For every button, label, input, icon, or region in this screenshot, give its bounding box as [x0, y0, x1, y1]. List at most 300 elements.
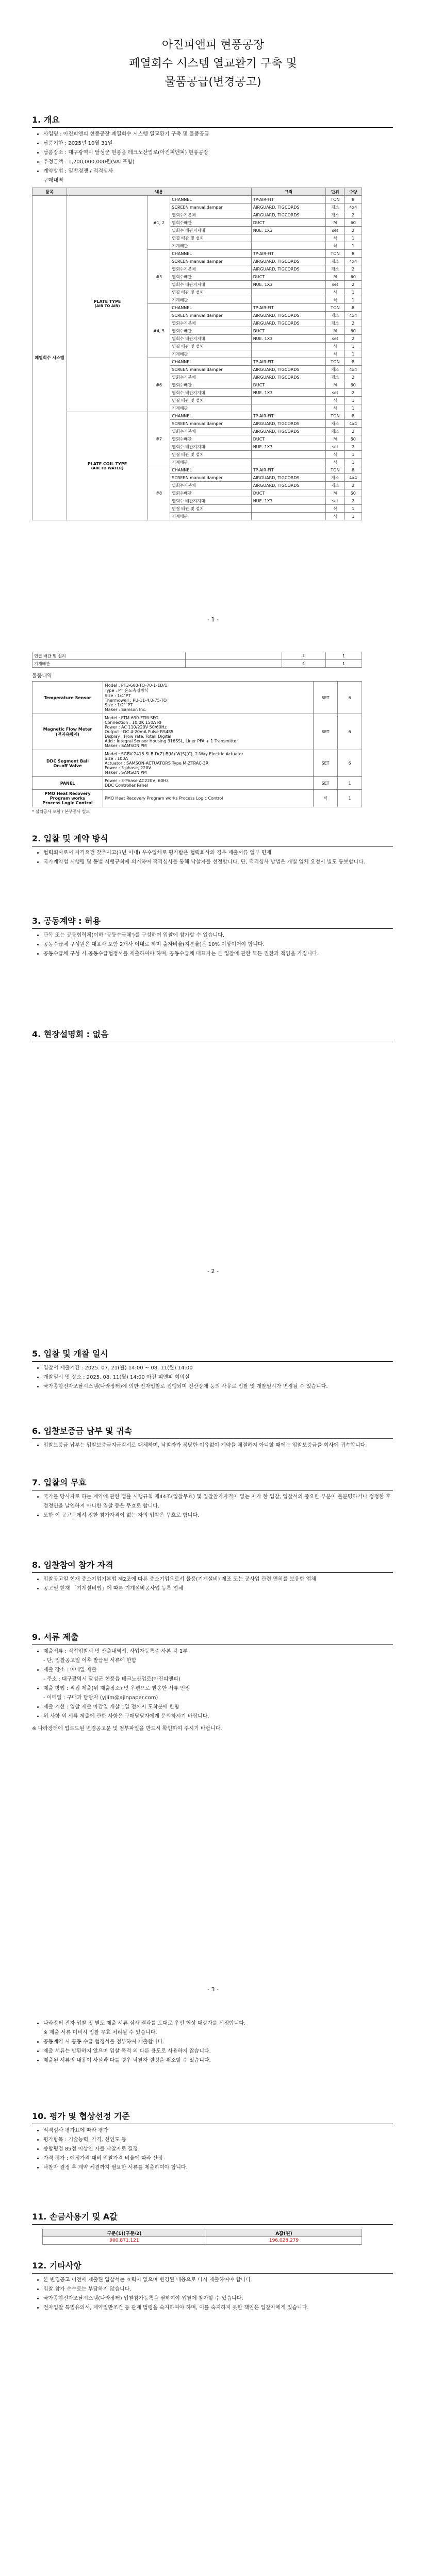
table-cell: set [326, 227, 345, 234]
table-cell: Model : PT3-600-TO-70-1-1D/1 Type : PT 온도측정방식 Size : 1/4"PT Thermowell : PU-11-4.0-75-TO Size : 1/2""PT Maker : Samson Inc. [103, 682, 314, 714]
table-cell: 1 [345, 289, 362, 296]
list-item: • 국가종합전자조달시스템(나라장터) 입찰참가등록을 필하여야 입찰에 참가할 수 있습니다. [43, 2294, 393, 2303]
section-6-heading: 6. 입찰보증금 납부 및 귀속 [32, 1426, 133, 1436]
table-cell: 기계배관 [170, 513, 251, 520]
table-cell: #1, 2 [148, 196, 170, 250]
table-cell: PANEL [32, 777, 103, 790]
table-cell: 열회수 배관지지대 [170, 443, 251, 451]
table-cell: 열회수배관 [170, 435, 251, 443]
table-cell: 기계배관 [170, 459, 251, 466]
table-cell [251, 296, 326, 304]
table-cell: 6 [338, 682, 362, 714]
table-cell: #7 [148, 412, 170, 466]
table-cell [186, 660, 282, 668]
table-cell: 식 [326, 289, 345, 296]
table-cell: Model : SGBV-2415-SLB-D(Z)-B(M)-W(S)(C), 2-Way Electric Actuator Size : 100A Actuator : SAMSON-ACTUATORS Type M-ZTRAC-3R Power : 3-phase, 220V Maker : SAMSON PM [103, 750, 314, 777]
table-cell: 식 [326, 505, 345, 513]
table-cell: 열회수 배관지지대 [170, 389, 251, 397]
table-cell: Power : 3-Phase AC220V, 60Hz DDC Controller Panel [103, 777, 314, 790]
spec-note: * 설치공사 포함 / 본부공사 별도 [32, 809, 90, 814]
table-cell: TON [326, 358, 345, 366]
table-cell: 1 [345, 459, 362, 466]
table-cell: 2 [345, 374, 362, 381]
table-cell: PLATE TYPE (AIR TO AIR) [67, 196, 148, 412]
table-cell [251, 350, 326, 358]
table-cell: PLATE COIL TYPE (AIR TO WATER) [67, 412, 148, 520]
table-cell: NUE. 1X3 [251, 389, 326, 397]
table-cell: 열회수기본체 [170, 482, 251, 489]
list-item: • 추정금액 : 1,200,000,000원(VAT포함) [43, 158, 393, 167]
table-cell: AIRGUARD, TIGCORDS [251, 319, 326, 327]
table-row [32, 682, 362, 714]
list-item: • 공동수급체 구성 시 공동수급협정서를 제출하여야 하며, 공동수급체 대표자는 본 입찰에 관한 모든 권한과 책임을 가집니다. [43, 950, 393, 959]
table-cell: 1 [345, 296, 362, 304]
list-item: • 국가를 당사자로 하는 계약에 관한 법률 시행규칙 제44조(입찰무효) 및 입찰참가자격이 없는 자가 한 입찰, 입찰서의 중요한 부분이 불분명하거나 정정한 후 정정인을 날인하지 아니한 입찰 등은 무효로 합니다. [43, 1493, 393, 1511]
table-cell: 60 [345, 219, 362, 227]
table-cell: 개소 [326, 211, 345, 219]
table-cell: 6 [338, 750, 362, 777]
list-item: - 이메일 : 구매과 담당자 (yjlim@ajinpaper.com) [43, 1695, 158, 1701]
table-cell: SET [314, 682, 338, 714]
list-item: • 낙찰자 결정 후 계약 체결까지 필요한 서류를 제출하여야 합니다. [43, 2163, 393, 2173]
list-item: • 입찰서 제출기간 : 2025. 07. 21(월) 14:00 ~ 08. 11(월) 14:00 [43, 1364, 393, 1373]
table-row [32, 777, 362, 790]
table-cell: 식 [326, 234, 345, 242]
section-divider [32, 127, 393, 128]
section-1-body [32, 130, 393, 185]
table-header: 품목 [32, 188, 67, 196]
table-cell [251, 397, 326, 404]
list-item: • 전자입찰 특별유의서, 계약일반조건 등 관계 법령을 숙지하여야 하며, 이를 숙지하지 못한 책임은 입찰자에게 있습니다. [43, 2303, 393, 2313]
table-cell: 개소 [326, 428, 345, 435]
table-cell: Model : FTM-690-FTM-SFG Connection : 10.0K 150A RF Power : AC 110/220V 50/60Hz Output : DC 4-20mA Pulse RS485 Display : Flow rate, Total, Digital Add : Integral Sensor Housing 316SSL, Liner PFA + 1 Transmitter Maker : SAMSON PM [103, 714, 314, 750]
table-cell: 식 [326, 404, 345, 412]
list-item: • 평가항목 : 기술능력, 가격, 신인도 등 [43, 2136, 393, 2145]
list-item: • 제출 서류는 반환하지 않으며 입찰 목적 외 다른 용도로 사용하지 않습니다. [43, 2047, 393, 2056]
purchase-list-label: 구매내역 [43, 178, 63, 183]
table-cell: 6 [338, 714, 362, 750]
table-cell [251, 404, 326, 412]
table-cell: 개소 [326, 366, 345, 374]
table-cell: 1 [338, 790, 362, 807]
table-cell: 연결 배관 및 설치 [170, 343, 251, 350]
table-cell: 2 [345, 482, 362, 489]
section-12 [32, 2259, 393, 2313]
table-header: 내용 [67, 188, 252, 196]
page-number: - 1 - [207, 616, 219, 623]
table-cell: 2 [345, 265, 362, 273]
list-item: • 사업명 : 아진피앤피 현풍공장 폐열회수 시스템 열교환기 구축 및 물품공급 [43, 130, 393, 139]
table-cell: 1 [345, 505, 362, 513]
table-cell: #6 [148, 358, 170, 412]
page-3 [0, 1296, 426, 2002]
table-cell [251, 289, 326, 296]
table-cell: set [326, 335, 345, 343]
table-cell: NUE. 1X3 [251, 443, 326, 451]
table-cell: 기계배관 [170, 404, 251, 412]
table-cell: set [326, 389, 345, 397]
list-item: • 제출된 서류의 내용이 사실과 다를 경우 낙찰자 결정을 취소할 수 있습니다. [43, 2056, 393, 2065]
table-cell [251, 505, 326, 513]
table-cell: DUCT [251, 273, 326, 281]
table-cell: 2 [345, 227, 362, 234]
section-9-continued [32, 2017, 393, 2065]
section-8 [32, 1558, 393, 1594]
table-cell: 개소 [326, 482, 345, 489]
list-item: - 단, 입찰공고일 이후 발급된 서류에 한함 [43, 1658, 137, 1664]
table-cell: 4x4 [345, 474, 362, 482]
table-cell: Magnetic Flow Meter (전자유량계) [32, 714, 103, 750]
table-cell: 1 [326, 660, 362, 668]
table-cell: CHANNEL [170, 466, 251, 474]
table-cell: 열회수배관 [170, 219, 251, 227]
table-cell: SET [314, 714, 338, 750]
table-cell: SCREEN manual damper [170, 258, 251, 265]
table-cell: 60 [345, 489, 362, 497]
section-2-heading: 2. 입찰 및 계약 방식 [32, 834, 108, 843]
table-cell: TP-AIR-FIT [251, 466, 326, 474]
table-cell: M [326, 381, 345, 389]
table-cell: DUCT [251, 219, 326, 227]
table-cell: 8 [345, 196, 362, 204]
table-cell: AIRGUARD, TIGCORDS [251, 265, 326, 273]
table-cell: DUCT [251, 381, 326, 389]
table-cell: 식 [326, 242, 345, 250]
section-7-heading: 7. 입찰의 무효 [32, 1478, 87, 1487]
table-cell: NUE. 1X3 [251, 497, 326, 505]
list-item: • 계약방법 : 일반경쟁 / 적격심사 [43, 167, 393, 176]
table-cell: 1 [345, 513, 362, 520]
table-cell: DUCT [251, 327, 326, 335]
document-title [0, 36, 426, 92]
section-2 [32, 832, 393, 867]
table-cell: 식 [326, 513, 345, 520]
section-1-heading: 1. 개요 [32, 115, 60, 125]
table-cell: 식 [326, 397, 345, 404]
table-cell: TON [326, 304, 345, 312]
table-cell [186, 652, 282, 660]
table-cell: 식 [314, 790, 338, 807]
title-line-1: 아진피앤피 현풍공장 [161, 39, 265, 52]
title-line-2: 폐열회수 시스템 열교환기 구축 및 [129, 57, 297, 70]
table-cell: 열회수배관 [170, 273, 251, 281]
table-cell: 개소 [326, 420, 345, 428]
section-5-heading: 5. 입찰 및 개찰 일시 [32, 1349, 108, 1359]
table-cell: DDC Segment Ball On-off Valve [32, 750, 103, 777]
section-divider [32, 1438, 393, 1439]
table-cell: 연결 배관 및 설치 [170, 451, 251, 459]
table-cell: SET [314, 750, 338, 777]
table-cell: 열회수배관 [170, 489, 251, 497]
title-line-3: 물품공급(변경공고) [165, 76, 261, 89]
table-cell [251, 234, 326, 242]
table-cell: 기계배관 [170, 350, 251, 358]
section-divider [32, 1361, 393, 1362]
table-cell: M [326, 273, 345, 281]
section-8-heading: 8. 입찰참여 참가 자격 [32, 1560, 113, 1570]
table-cell: CHANNEL [170, 196, 251, 204]
list-item: • 입찰보증금 납부는 입찰보증금지급각서로 대체하며, 낙찰자가 정당한 이유없이 계약을 체결하지 아니할 때에는 입찰보증금을 회사에 귀속합니다. [43, 1441, 393, 1450]
table-cell: 196,028,279 [206, 2237, 362, 2245]
section-6 [32, 1425, 393, 1450]
table-cell: TON [326, 196, 345, 204]
section-11-heading: 11. 손금사용기 및 A값 [32, 2212, 118, 2222]
table-cell: 기계배관 [32, 660, 186, 668]
table-cell: 개소 [326, 374, 345, 381]
table-cell: TON [326, 412, 345, 420]
table-cell: 연결 배관 및 설치 [170, 234, 251, 242]
table-cell: 1 [345, 242, 362, 250]
table-cell: 열회수 배관지지대 [170, 335, 251, 343]
section-divider [32, 928, 393, 929]
spec-table [32, 681, 362, 807]
table-row [32, 750, 362, 777]
list-item: • 제출 장소 : 이메일 제출 [43, 1666, 393, 1675]
table-cell: AIRGUARD, TIGCORDS [251, 428, 326, 435]
table-cell: 900,871,121 [43, 2237, 206, 2245]
table-cell: 4x4 [345, 420, 362, 428]
list-item: • 납품기한 : 2025년 10월 31일 [43, 139, 393, 148]
section-1-continued [32, 652, 362, 817]
list-item: • 개찰일시 및 장소 : 2025. 08. 11(월) 14:00 아진 피앤피 회의실 [43, 1373, 393, 1382]
section-1 [32, 113, 393, 520]
table-cell: 1 [345, 350, 362, 358]
table-cell: #3 [148, 250, 170, 304]
list-item: • 국가계약법 시행령 및 동법 시행규칙에 의거하여 적격심사를 통해 낙찰자를 선정합니다. 단, 적격심사 방법은 개별 업체 요청시 별도 통보합니다. [43, 858, 393, 867]
table-cell: 8 [345, 250, 362, 258]
table-cell: 4x4 [345, 312, 362, 319]
purchase-table-continued [32, 652, 362, 668]
table-cell: AIRGUARD, TIGCORDS [251, 258, 326, 265]
table-cell [251, 242, 326, 250]
table-cell: 2 [345, 211, 362, 219]
table-cell: 2 [345, 497, 362, 505]
table-cell: M [326, 219, 345, 227]
table-header: A값(원) [206, 2229, 362, 2237]
table-header: 구분(1)(구분/2) [43, 2229, 206, 2237]
table-cell: AIRGUARD, TIGCORDS [251, 374, 326, 381]
list-item: • 협력회사로서 자격요건 갖추시고(3년 이내) 우수업체로 평가받은 협력회사의 경우 제출서류 일부 면제 [43, 849, 393, 858]
spec-label: 물품내역 [32, 673, 52, 679]
table-cell: CHANNEL [170, 358, 251, 366]
table-cell: NUE. 1X3 [251, 335, 326, 343]
table-cell: 열회수배관 [170, 327, 251, 335]
table-cell: 4x4 [345, 204, 362, 211]
table-cell: DUCT [251, 489, 326, 497]
table-cell: 연결 배관 및 설치 [170, 289, 251, 296]
table-cell: TP-AIR-FIT [251, 304, 326, 312]
table-cell: 개소 [326, 265, 345, 273]
table-cell: set [326, 443, 345, 451]
table-cell [251, 513, 326, 520]
table-header: 규격 [251, 188, 326, 196]
table-cell: set [326, 497, 345, 505]
table-cell: 기계배관 [170, 242, 251, 250]
section-divider [32, 2224, 393, 2225]
list-item: • 입찰 참가 수수료는 부담하지 않습니다. [43, 2285, 393, 2294]
list-item: • 단독 또는 공동협력체(이하 '공동수급체')를 구성하여 입찰에 참가할 수 있습니다. [43, 931, 393, 940]
list-item: • 위 사항 외 서류 제출에 관한 사항은 구매담당자에게 문의하시기 바랍니다. [43, 1712, 393, 1721]
table-cell: 1 [345, 404, 362, 412]
section-divider [32, 2273, 393, 2274]
table-cell: CHANNEL [170, 250, 251, 258]
table-cell: PMO Heat Recovery Program works Process Logic Control [32, 790, 103, 807]
section-5 [32, 1347, 393, 1392]
table-cell: 2 [345, 428, 362, 435]
table-cell: 1 [345, 343, 362, 350]
table-cell: 2 [345, 281, 362, 289]
section-3-heading: 3. 공동계약 : 허용 [32, 916, 101, 926]
table-cell: 식 [282, 660, 326, 668]
list-item: • 가격 평가 : 예정가격 대비 입찰가격 비율에 따라 산정 [43, 2154, 393, 2163]
table-cell: SCREEN manual damper [170, 474, 251, 482]
table-cell: 1 [345, 397, 362, 404]
table-cell: SET [314, 777, 338, 790]
table-cell: 8 [345, 358, 362, 366]
list-item: ※ 제출 서류 미비시 입찰 무효 처리될 수 있습니다. [43, 2030, 157, 2036]
table-cell: 연결 배관 및 설치 [32, 652, 186, 660]
table-cell: 연결 배관 및 설치 [170, 505, 251, 513]
table-cell: 개소 [326, 258, 345, 265]
section-9-note: ※ 나라장터에 업로드된 변경공고문 및 첨부파일을 반드시 확인하여 주시기 바랍니다. [32, 1726, 222, 1732]
table-header: 수량 [345, 188, 362, 196]
table-cell: 8 [345, 304, 362, 312]
table-cell: 1 [338, 777, 362, 790]
table-cell: AIRGUARD, TIGCORDS [251, 482, 326, 489]
table-cell: #4, 5 [148, 304, 170, 358]
table-cell: M [326, 435, 345, 443]
a-value-table [42, 2229, 362, 2245]
table-cell: 식 [326, 296, 345, 304]
table-cell: 열회수배관 [170, 381, 251, 389]
list-item: • 적격심사 평가표에 따라 평가 [43, 2126, 393, 2136]
table-cell: M [326, 327, 345, 335]
list-item: • 입찰공고일 현재 중소기업기본법 제2조에 따른 중소기업으로서 물품(기계설비) 제조 또는 공사업 관련 면허를 보유한 업체 [43, 1575, 393, 1584]
table-cell [251, 459, 326, 466]
table-cell: 열회수기본체 [170, 428, 251, 435]
section-9-heading: 9. 서류 제출 [32, 1632, 79, 1642]
table-cell: 식 [326, 459, 345, 466]
table-cell: SCREEN manual damper [170, 204, 251, 211]
table-cell: set [326, 281, 345, 289]
table-cell: 1 [345, 451, 362, 459]
table-cell: 열회수기본체 [170, 265, 251, 273]
list-item: • 납품장소 : 대구광역시 달성군 현풍읍 테크노산업로(아진피앤피) 현풍공장 [43, 148, 393, 158]
table-cell: 8 [345, 466, 362, 474]
table-cell: 2 [345, 319, 362, 327]
table-cell: CHANNEL [170, 412, 251, 420]
table-cell: SCREEN manual damper [170, 366, 251, 374]
table-cell: AIRGUARD, TIGCORDS [251, 204, 326, 211]
list-item: • 공고일 현재 「기계설비법」에 따른 기계설비공사업 등록 업체 [43, 1584, 393, 1594]
table-cell: 연결 배관 및 설치 [170, 397, 251, 404]
page-number: - 3 - [207, 1986, 219, 1993]
table-cell: AIRGUARD, TIGCORDS [251, 312, 326, 319]
table-cell: 2 [345, 443, 362, 451]
section-7 [32, 1476, 393, 1520]
table-row [32, 196, 362, 204]
table-cell: TP-AIR-FIT [251, 196, 326, 204]
page-2 [0, 647, 426, 1291]
table-cell: 2 [345, 389, 362, 397]
purchase-table [32, 188, 362, 520]
table-cell: 열회수 배관지지대 [170, 227, 251, 234]
table-cell: 60 [345, 381, 362, 389]
table-cell: NUE. 1X3 [251, 227, 326, 234]
table-cell: 식 [326, 343, 345, 350]
list-item: • 나라장터 전자 입찰 및 별도 제출 서류 심사 결과를 토대로 우선 협상 대상자를 선정합니다. [43, 2019, 393, 2028]
table-cell: 기계배관 [170, 296, 251, 304]
table-cell: 개소 [326, 204, 345, 211]
table-cell: 열회수기본체 [170, 211, 251, 219]
table-cell: TP-AIR-FIT [251, 412, 326, 420]
table-cell: AIRGUARD, TIGCORDS [251, 474, 326, 482]
list-item: • 공동계약 시 공동 수급 협정서를 첨부하여 제출합니다. [43, 2038, 393, 2047]
section-9 [32, 1631, 393, 1734]
table-cell: M [326, 489, 345, 497]
section-11 [32, 2210, 393, 2245]
section-3 [32, 914, 393, 959]
table-cell: AIRGUARD, TIGCORDS [251, 420, 326, 428]
list-item: • 종합평점 85점 이상인 자를 낙찰자로 결정 [43, 2145, 393, 2154]
table-row [32, 412, 362, 420]
table-cell: Temperature Sensor [32, 682, 103, 714]
table-cell: TP-AIR-FIT [251, 250, 326, 258]
list-item: • 본 변경공고 이전에 제출된 입찰서는 효력이 없으며 변경된 내용으로 다시 제출하여야 합니다. [43, 2276, 393, 2285]
table-cell: SCREEN manual damper [170, 420, 251, 428]
table-header: 단위 [326, 188, 345, 196]
list-item: • 제출서류 : 직접입찰서 및 산출내역서, 사업자등록증 사본 각 1부 [43, 1647, 393, 1656]
page-1 [0, 0, 426, 641]
table-cell: 열회수 배관지지대 [170, 281, 251, 289]
table-row [32, 790, 362, 807]
list-item: • 제출 기한 : 입찰 제출 마감일 개찰 1일 전까지 도착분에 한함 [43, 1703, 393, 1712]
section-10-heading: 10. 평가 및 협상선정 기준 [32, 2111, 130, 2121]
table-cell: 2 [345, 335, 362, 343]
table-cell: TON [326, 250, 345, 258]
table-cell: 60 [345, 273, 362, 281]
section-4 [32, 1028, 393, 1042]
table-cell: 개소 [326, 319, 345, 327]
table-row [32, 714, 362, 750]
table-cell: 식 [282, 652, 326, 660]
page-4 [0, 2007, 426, 2576]
table-cell: NUE. 1X3 [251, 281, 326, 289]
section-divider [32, 1572, 393, 1573]
table-cell: 4x4 [345, 366, 362, 374]
table-cell: AIRGUARD, TIGCORDS [251, 366, 326, 374]
table-cell [251, 343, 326, 350]
table-cell: 1 [345, 234, 362, 242]
section-4-heading: 4. 현장설명회 : 없음 [32, 1029, 109, 1039]
table-cell: SCREEN manual damper [170, 312, 251, 319]
table-cell [251, 451, 326, 459]
table-cell: 60 [345, 435, 362, 443]
table-cell: AIRGUARD, TIGCORDS [251, 211, 326, 219]
list-item: • 국가종합전자조달시스템(나라장터)에 의한 전자입찰로 집행되며 전산장애 등의 사유로 입찰 및 개찰일시가 변경될 수 있습니다. [43, 1382, 393, 1392]
table-cell: 1 [326, 652, 362, 660]
table-cell: DUCT [251, 435, 326, 443]
table-cell: 열회수 배관지지대 [170, 497, 251, 505]
list-item: • 제출 방법 : 직접 제출(위 제출장소) 및 우편으로 발송한 서류 인정 [43, 1684, 393, 1693]
section-12-heading: 12. 기타사항 [32, 2261, 81, 2270]
page-number: - 2 - [207, 1268, 219, 1275]
table-cell: CHANNEL [170, 304, 251, 312]
table-cell: 개소 [326, 474, 345, 482]
table-cell: TP-AIR-FIT [251, 358, 326, 366]
table-cell: 개소 [326, 312, 345, 319]
table-cell: 열회수기본체 [170, 319, 251, 327]
